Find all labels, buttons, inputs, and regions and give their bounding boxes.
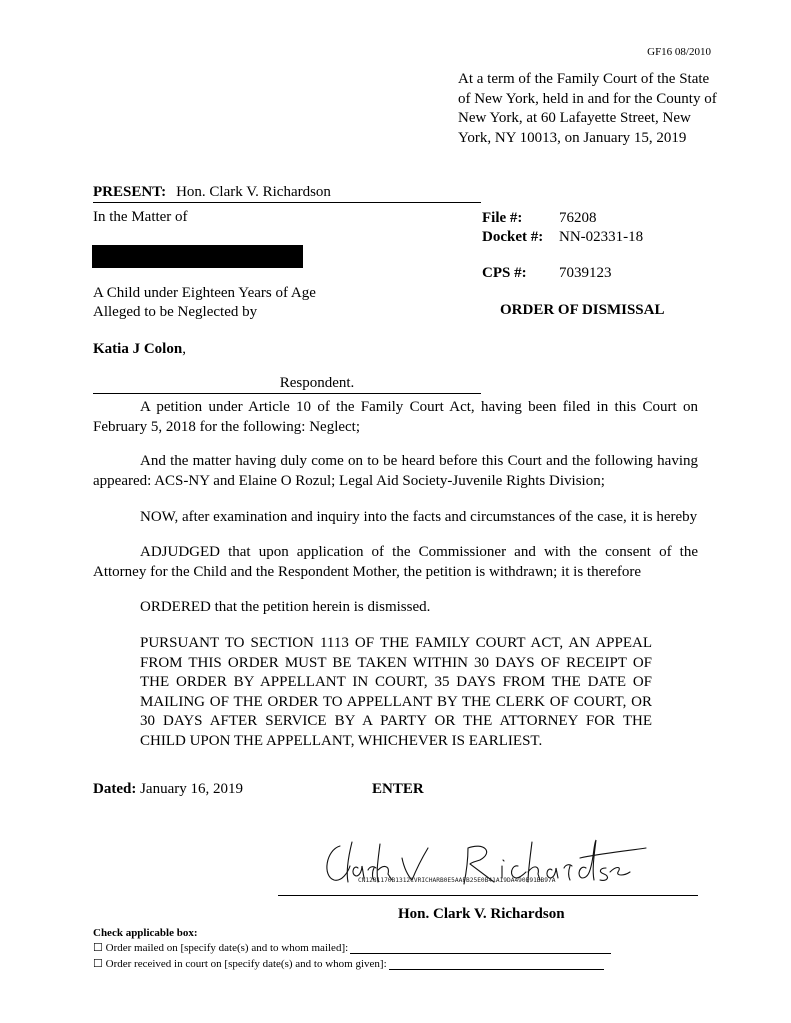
check-heading: Check applicable box: (93, 927, 198, 939)
checkbox-received[interactable]: ☐ (93, 958, 103, 970)
case-numbers (482, 209, 643, 247)
file-number: 76208 (559, 210, 597, 226)
docket-label: Docket #: (482, 229, 544, 245)
court-term-caption: At a term of the Family Court of the State of New York, held in and for the County of New York, at 60 Lafayette Street, New York, NY 10013, on January 15, 2019 (458, 71, 717, 146)
judge-signature (318, 832, 648, 892)
received-fill-line (389, 958, 604, 970)
dated-line (93, 781, 243, 798)
cps-number-row (482, 265, 612, 282)
dated-label: Dated: (93, 781, 137, 797)
checkbox-mailed[interactable]: ☐ (93, 942, 103, 954)
mailed-fill-line (350, 942, 611, 954)
appeal-notice: PURSUANT TO SECTION 1113 OF THE FAMILY COURT ACT, AN APPEAL FROM THIS ORDER MUST BE TAKEN WITHIN 30 DAYS OF RECEIPT OF THE ORDER BY APPELLANT IN COURT, 35 DAYS FROM THE DATE OF MAILING OF THE ORDER TO APPELLANT BY THE CLERK OF COURT, OR 30 DAYS AFTER SERVICE BY A PARTY OR THE ATTORNEY FOR THE CHILD UPON THE APPELLANT, WHICHEVER IS EARLIEST. (140, 635, 652, 749)
check-mailed-label: Order mailed on [specify date(s) and to whom mailed]: (105, 942, 349, 954)
respondent-comma: , (182, 341, 186, 357)
redacted-child-name (92, 245, 303, 268)
form-code: GF16 08/2010 (647, 46, 711, 58)
paragraph-appearances: And the matter having duly come on to be heard before this Court and the following having appeared: ACS-NY and Elaine O Rozul; Legal Aid Society-Juvenile Rights Division; (93, 453, 698, 489)
check-item-received (93, 957, 604, 970)
presiding-judge: Hon. Clark V. Richardson (176, 184, 331, 200)
signing-judge-name: Hon. Clark V. Richardson (398, 906, 565, 922)
present-line (93, 184, 481, 203)
respondent-role: Respondent. (93, 375, 481, 394)
paragraph-examination: NOW, after examination and inquiry into the facts and circumstances of the case, it is hereby (140, 509, 698, 525)
matter-intro: In the Matter of (93, 209, 188, 225)
signature-hash: CN1281170B1312CVRICHARB0E5AAFB25E0B41A19DA490E91BB97A (358, 877, 556, 884)
cps-label: CPS #: (482, 265, 527, 281)
check-item-mailed (93, 941, 611, 954)
order-title: ORDER OF DISMISSAL (500, 302, 665, 318)
child-description-line1: A Child under Eighteen Years of Age (93, 285, 316, 301)
file-label: File #: (482, 210, 523, 226)
dated-value: January 16, 2019 (140, 781, 243, 797)
signature-line (278, 895, 698, 896)
child-description-line2: Alleged to be Neglected by (93, 304, 258, 320)
paragraph-petition: A petition under Article 10 of the Family Court Act, having been filed in this Court on February 5, 2018 for the following: Neglect; (93, 399, 698, 435)
paragraph-adjudged: ADJUDGED that upon application of the Commissioner and with the consent of the Attorney for the Child and the Respondent Mother, the petition is withdrawn; it is therefore (93, 544, 698, 580)
enter-label: ENTER (372, 781, 424, 797)
present-label: PRESENT: (93, 184, 167, 200)
check-received-label: Order received in court on [specify date(s) and to whom given]: (105, 958, 387, 970)
paragraph-ordered: ORDERED that the petition herein is dismissed. (140, 599, 431, 615)
respondent-name-line (93, 341, 186, 358)
cps-number: 7039123 (559, 265, 612, 281)
child-description (93, 284, 316, 322)
respondent-name: Katia J Colon (93, 341, 183, 357)
docket-number: NN-02331-18 (559, 229, 644, 245)
